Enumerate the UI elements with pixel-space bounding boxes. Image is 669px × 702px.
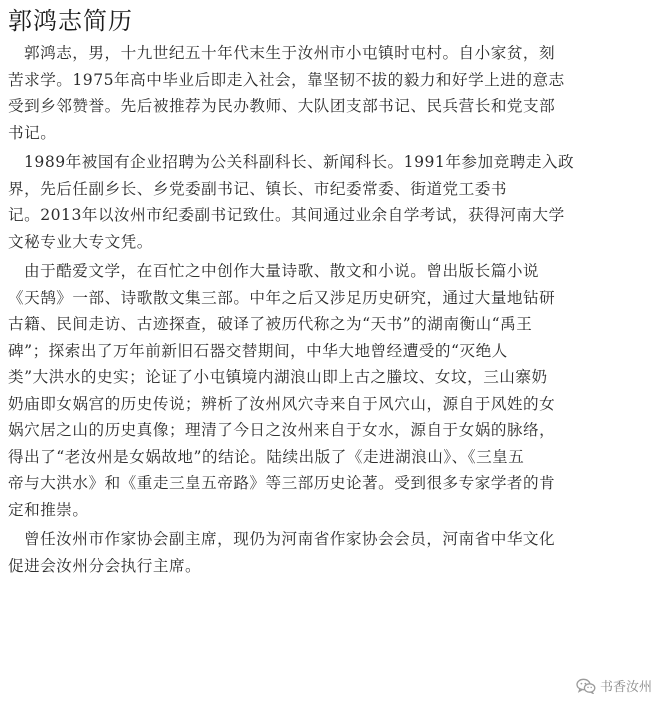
watermark-text: 书香汝州	[599, 680, 652, 695]
text-line: 文秘专业大专文凭。	[8, 232, 153, 251]
paragraph	[8, 258, 661, 523]
text-line: 娲穴居之山的历史真像；理清了今日之汝州来自于女水，源自于女娲的脉络，	[8, 421, 556, 439]
text-line: 促进会汝州分会执行主席。	[8, 556, 202, 575]
article-body	[8, 40, 661, 579]
text-line: 界，先后任副乡长、乡党委副书记、镇长、市纪委常委、街道党工委书	[8, 179, 507, 198]
text-line: 受到乡邻赞誉。先后被推荐为民办教师、大队团支部书记、民兵营长和党支部	[8, 97, 556, 115]
text-line: 碑”；探索出了万年前新旧石器交替期间，中华大地曾经遭受的“灭绝人	[8, 341, 508, 360]
text-line: 曾任汝州市作家协会副主席，现仍为河南省作家协会会员，河南省中华文化	[24, 530, 556, 548]
text-line: 奶庙即女娲宫的历史传说；辨析了汝州风穴寺来自于风穴山，源自于风姓的女	[8, 394, 556, 413]
paragraph	[8, 526, 661, 579]
paragraph	[8, 149, 661, 255]
text-line: 郭鸿志，男，十九世纪五十年代末生于汝州市小屯镇时屯村。自小家贫，刻	[24, 44, 556, 62]
text-line: 由于酷爱文学，在百忙之中创作大量诗歌、散文和小说。曾出版长篇小说	[24, 262, 540, 280]
watermark	[573, 675, 655, 696]
text-line: 苦求学。1975年高中毕业后即走入社会，靠坚韧不拔的毅力和好学上进的意志	[8, 70, 565, 89]
text-line: 定和推崇。	[8, 500, 89, 519]
text-line: 书记。	[8, 123, 57, 142]
text-line: 类”大洪水的史实；论证了小屯镇境内湖浪山即上古之螣坟、女坟，三山寨奶	[8, 368, 548, 386]
text-line: 记。2013年以汝州市纪委副书记致仕。其间通过业余自学考试，获得河南大学	[8, 206, 565, 224]
text-line: 《天鹄》一部、诗歌散文集三部。中年之后又涉足历史研究，通过大量地钻研	[8, 288, 556, 307]
page-title: 郭鸿志简历	[8, 7, 133, 35]
text-line: 1989年被国有企业招聘为公关科副科长、新闻科长。1991年参加竞聘走入政	[24, 153, 575, 171]
text-line: 帝与大洪水》和《重走三皇五帝路》等三部历史论著。受到很多专家学者的肯	[8, 474, 556, 492]
text-line: 古籍、民间走访、古迹探查，破译了被历代称之为“天书”的湖南衡山“禹王	[8, 315, 533, 333]
wechat-icon	[576, 678, 596, 694]
text-line: 得出了“老汝州是女娲故地”的结论。陆续出版了《走进湖浪山》、《三皇五	[8, 447, 525, 466]
paragraph	[8, 40, 661, 146]
